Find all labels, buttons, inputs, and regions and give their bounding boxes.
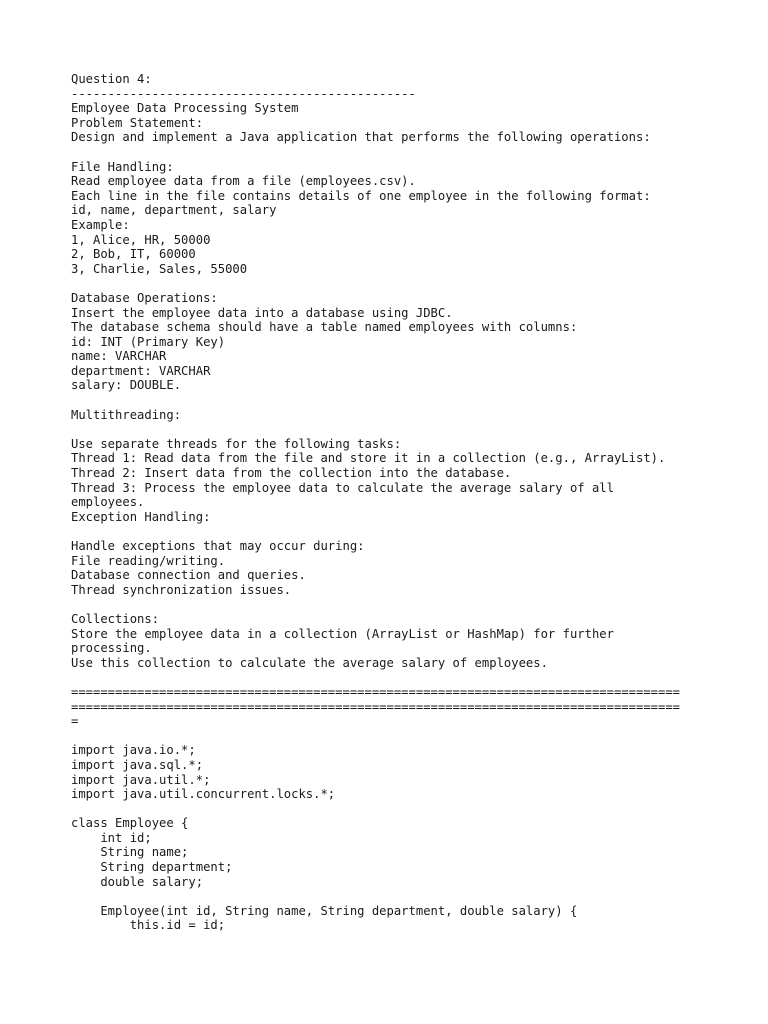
thread-task: Thread 2: Insert data from the collection into the database. [71, 466, 512, 481]
schema-column: salary: DOUBLE. [71, 378, 182, 393]
text-line: id, name, department, salary [71, 203, 277, 218]
text-line: employees. [71, 495, 145, 510]
system-title: Employee Data Processing System [71, 101, 299, 116]
equals-divider: = [71, 714, 79, 729]
text-line: Store the employee data in a collection (ArrayList or HashMap) for further [71, 626, 614, 641]
code-import: import java.io.*; [71, 743, 196, 758]
question-heading: Question 4: [71, 72, 152, 86]
text-line: Insert the employee data into a database using JDBC. [71, 305, 453, 320]
collections-heading: Collections: [71, 611, 160, 626]
example-line: 3, Charlie, Sales, 55000 [71, 261, 248, 276]
problem-statement-heading: Problem Statement: [71, 115, 204, 130]
document-page [71, 72, 711, 933]
schema-column: name: VARCHAR [71, 349, 167, 364]
code-import: import java.sql.*; [71, 757, 204, 772]
blank-line [71, 729, 711, 744]
thread-task: Thread 1: Read data from the file and store it in a collection (e.g., ArrayList). [71, 451, 666, 466]
blank-line [71, 393, 711, 408]
code-line: int id; [71, 830, 152, 845]
database-operations-heading: Database Operations: [71, 290, 218, 305]
blank-line [71, 670, 711, 685]
blank-line [71, 524, 711, 539]
example-heading: Example: [71, 217, 130, 232]
example-line: 1, Alice, HR, 50000 [71, 232, 211, 247]
thread-task: Thread 3: Process the employee data to calculate the average salary of all [71, 480, 614, 495]
code-line: class Employee { [71, 816, 189, 831]
blank-line [71, 597, 711, 612]
file-handling-heading: File Handling: [71, 159, 174, 174]
code-line: String name; [71, 845, 189, 860]
code-line: Employee(int id, String name, String department, double salary) { [71, 903, 578, 918]
multithreading-heading: Multithreading: [71, 407, 182, 422]
blank-line [71, 276, 711, 291]
text-line: Database connection and queries. [71, 568, 306, 583]
code-line: double salary; [71, 874, 204, 889]
text-line: Use separate threads for the following tasks: [71, 436, 402, 451]
blank-line [71, 889, 711, 904]
schema-column: department: VARCHAR [71, 363, 211, 378]
code-import: import java.util.*; [71, 772, 211, 787]
code-line: String department; [71, 860, 233, 875]
schema-column: id: INT (Primary Key) [71, 334, 226, 349]
example-line: 2, Bob, IT, 60000 [71, 247, 196, 262]
text-line: Each line in the file contains details of one employee in the following format: [71, 188, 651, 203]
text-line: Use this collection to calculate the average salary of employees. [71, 655, 548, 670]
code-import: import java.util.concurrent.locks.*; [71, 787, 336, 802]
text-line: processing. [71, 641, 152, 656]
problem-statement-text: Design and implement a Java application that performs the following operations: [71, 130, 651, 145]
equals-divider: =================================================================================== [71, 684, 681, 699]
text-line: Thread synchronization issues. [71, 582, 292, 597]
blank-line [71, 422, 711, 437]
text-line: File reading/writing. [71, 553, 226, 568]
exception-handling-heading: Exception Handling: [71, 509, 211, 524]
text-line: The database schema should have a table named employees with columns: [71, 320, 578, 335]
blank-line [71, 145, 711, 160]
code-line: this.id = id; [71, 918, 226, 933]
blank-line [71, 802, 711, 817]
text-line: Handle exceptions that may occur during: [71, 539, 365, 553]
dash-divider: ----------------------------------------------- [71, 86, 416, 101]
equals-divider: =================================================================================== [71, 699, 681, 714]
text-line: Read employee data from a file (employees.csv). [71, 174, 416, 189]
